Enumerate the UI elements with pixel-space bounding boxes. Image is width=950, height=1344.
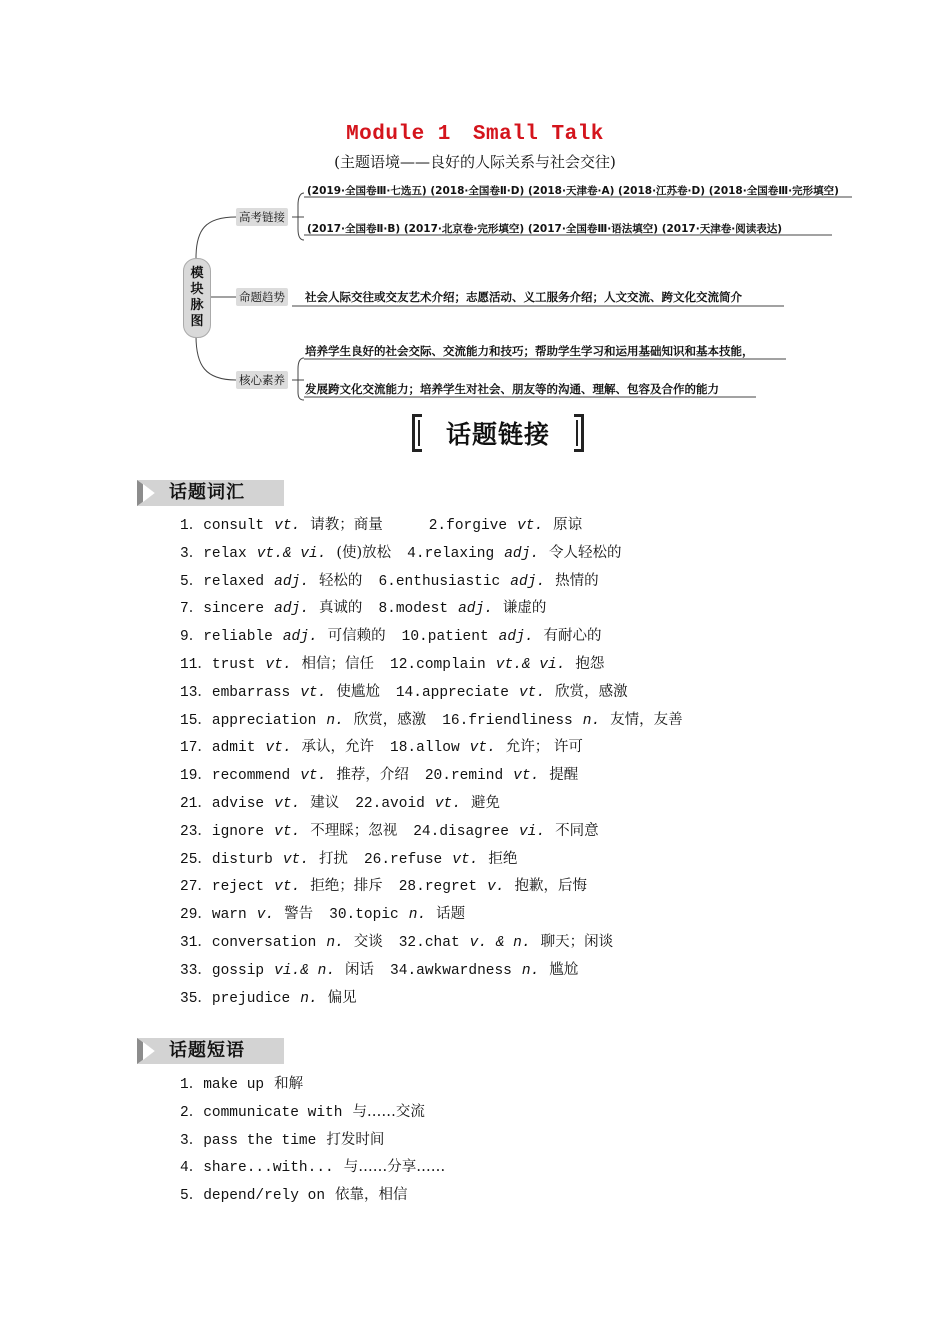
vocab-row (180, 873, 683, 901)
phrase-meaning: 和解 (274, 1076, 304, 1092)
vocab-word: forgive (446, 518, 508, 534)
vocab-pos: vt. (513, 768, 540, 785)
vocab-word: relax (203, 545, 247, 562)
vocab-meaning: 友情，友善 (610, 711, 683, 728)
vocab-word: disagree (439, 823, 509, 840)
vocab-meaning: 建议 (310, 794, 340, 811)
vocab-number: 33． (180, 962, 212, 979)
vocab-word: relaxing (424, 545, 495, 562)
phrase-number: 5． (180, 1188, 204, 1205)
vocab-meaning: 抱歉，后悔 (514, 878, 587, 895)
phrase-meaning: 与……分享…… (343, 1159, 446, 1176)
vocab-row (180, 651, 683, 679)
vocab-word: avoid (381, 795, 425, 812)
title-module: Module 1 (346, 123, 451, 146)
vocab-word: ignore (211, 823, 265, 840)
root-char: 块 (190, 282, 204, 297)
vocab-word: friendliness (468, 712, 573, 729)
vocab-number: 1． (180, 518, 204, 534)
vocab-number: 20. (424, 768, 451, 785)
vocab-word: appreciate (421, 684, 509, 701)
vocab-number: 4. (407, 545, 425, 562)
vocab-word: relaxed (203, 573, 265, 590)
vocab-pos: vt. (300, 684, 327, 701)
vocab-meaning: 令人轻松的 (549, 544, 622, 561)
vocab-number: 18. (390, 740, 417, 757)
vocab-meaning: 警告 (284, 906, 314, 923)
section-header-phrases (137, 1038, 284, 1064)
vocab-word: allow (416, 740, 460, 757)
vocab-pos: adj. (504, 545, 540, 562)
vocab-word: admit (211, 740, 256, 757)
vocab-meaning: 谦虚的 (502, 600, 547, 617)
vocab-number: 25． (180, 851, 212, 868)
mindmap-root (183, 258, 211, 338)
mindmap-node-core: 核心素养 (236, 371, 288, 389)
vocab-number: 17． (180, 740, 212, 757)
vocab-word: advise (211, 795, 265, 812)
vocab-meaning: 推荐，介绍 (336, 767, 409, 784)
vocab-word: regret (424, 879, 478, 896)
vocab-word: enthusiastic (395, 573, 501, 590)
vocab-meaning: 相信；信任 (301, 655, 375, 672)
phrase-row (180, 1154, 445, 1182)
vocab-meaning: 有耐心的 (543, 628, 602, 645)
vocab-pos: v. & n. (469, 934, 531, 951)
vocab-number: 21． (180, 795, 212, 812)
vocab-pos: vt. (434, 795, 461, 812)
page-subtitle: (主题语境——良好的人际关系与社会交往) (334, 153, 616, 171)
vocab-pos: adj. (458, 601, 493, 618)
vocab-meaning: 偏见 (327, 989, 357, 1006)
vocab-number: 6. (378, 573, 396, 590)
vocab-row (180, 957, 683, 985)
vocab-number: 16. (442, 712, 469, 729)
phrase-row (180, 1182, 445, 1210)
vocab-number: 34. (390, 962, 417, 979)
vocab-row (180, 762, 683, 790)
vocab-number: 13． (180, 684, 212, 701)
arrow-icon-inner (143, 1042, 155, 1060)
phrase-meaning: 与……交流 (352, 1103, 425, 1120)
phrase-row (180, 1127, 445, 1155)
vocab-number: 24. (413, 823, 440, 840)
phrase-list (180, 1071, 445, 1210)
phrase-meaning: 依靠，相信 (335, 1187, 408, 1204)
vocab-number: 23． (180, 823, 212, 840)
vocab-word: topic (355, 907, 399, 924)
vocab-number: 30. (329, 907, 356, 924)
core-line-1: 培养学生良好的社会交际、交流能力和技巧；帮助学生学习和运用基础知识和基本技能， (305, 344, 754, 358)
vocab-word: reliable (203, 629, 273, 646)
vocab-number: 11． (180, 656, 212, 673)
vocab-row (180, 929, 683, 957)
vocab-pos: vt. (452, 851, 479, 868)
vocab-pos: vt. (274, 518, 301, 534)
vocab-meaning: 避免 (470, 794, 500, 811)
vocab-word: gossip (211, 962, 265, 979)
vocab-meaning: 使尴尬 (336, 683, 380, 700)
vocab-number: 22. (355, 795, 382, 812)
section-header-vocab (137, 480, 284, 506)
section-title: 话题短语 (169, 1040, 245, 1061)
exam-link-line-1: (2019·全国卷Ⅲ·七选五) (2018·全国卷Ⅱ·D) (2018·天津卷·A) (2018·江苏卷·D) (2018·全国卷Ⅲ·完形填空) (307, 185, 839, 197)
vocab-pos: n. (521, 962, 540, 979)
vocab-word: chat (424, 934, 460, 951)
vocab-row (180, 568, 683, 596)
vocab-meaning: 轻松的 (318, 572, 363, 589)
phrase-english: share...with... (203, 1160, 334, 1177)
vocab-meaning: 欣赏，感激 (555, 683, 628, 700)
vocab-pos: v. (487, 879, 505, 896)
vocab-row (180, 707, 683, 735)
phrase-number: 1． (180, 1077, 204, 1093)
vocab-meaning: 热情的 (555, 572, 599, 589)
vocab-meaning: 真诚的 (318, 600, 363, 617)
vocab-number: 8. (378, 601, 396, 618)
vocab-pos: adj. (498, 629, 534, 646)
vocab-word: awkwardness (416, 962, 512, 979)
vocab-pos: adj. (274, 601, 309, 618)
arrow-icon-inner (143, 484, 155, 502)
vocab-number: 5． (180, 573, 204, 590)
vocab-meaning: 可信赖的 (327, 628, 386, 645)
vocab-meaning: 不理睬；忽视 (310, 822, 398, 839)
vocab-pos: adj. (282, 629, 318, 646)
vocab-row (180, 512, 683, 540)
vocab-number: 2. (428, 518, 447, 534)
vocab-word: refuse (390, 851, 443, 868)
vocab-pos: vt. (274, 823, 301, 840)
vocab-meaning: 聊天；闲谈 (540, 933, 614, 950)
vocab-word: disturb (211, 851, 273, 868)
vocab-number: 15． (180, 712, 212, 729)
vocab-row (180, 790, 683, 818)
phrase-meaning: 打发时间 (326, 1131, 385, 1148)
vocab-pos: vi.& n. (274, 962, 336, 979)
vocab-number: 10. (401, 629, 428, 646)
vocab-row (180, 623, 683, 651)
vocab-pos: vt. (274, 795, 301, 812)
title-topic: Small Talk (472, 123, 604, 146)
vocab-meaning: 不同意 (555, 822, 599, 839)
vocab-list (180, 512, 683, 1012)
phrase-english: pass the time (203, 1132, 317, 1149)
vocab-row (180, 734, 683, 762)
root-char: 模 (190, 266, 204, 281)
vocab-pos: adj. (274, 573, 309, 590)
vocab-pos: vt.& vi. (495, 656, 566, 673)
vocab-meaning: 请教；商量 (310, 517, 383, 533)
vocab-number: 9． (180, 629, 204, 646)
root-char: 图 (190, 314, 204, 329)
vocab-word: sincere (203, 601, 265, 618)
vocab-pos: vt. (300, 768, 327, 785)
vocab-meaning: 拒绝 (488, 850, 518, 867)
bracket-left (412, 414, 422, 452)
vocab-pos: vt.& vi. (256, 545, 327, 562)
vocab-meaning: 打扰 (318, 850, 348, 867)
vocab-pos: vt. (265, 656, 292, 673)
vocab-number: 27． (180, 879, 212, 896)
vocab-meaning: 欣赏，感激 (353, 711, 427, 728)
mindmap-node-exam-link: 高考链接 (236, 208, 288, 226)
topic-link-banner (412, 414, 584, 452)
phrase-english: communicate with (203, 1104, 343, 1121)
vocab-pos: vt. (518, 684, 546, 701)
vocab-number: 14. (395, 684, 422, 701)
root-char: 脉 (190, 298, 204, 313)
vocab-word: trust (211, 656, 256, 673)
vocab-number: 35． (180, 990, 212, 1007)
vocab-row (180, 901, 683, 929)
vocab-pos: v. (256, 907, 275, 924)
vocab-meaning: 拒绝；排斥 (310, 878, 383, 895)
banner-text: 话题链接 (445, 420, 550, 449)
core-line-2: 发展跨文化交流能力；培养学生对社会、朋友等的沟通、理解、包容及合作的能力 (305, 382, 719, 396)
vocab-word: patient (427, 629, 489, 646)
phrase-number: 3． (180, 1132, 204, 1149)
vocab-word: remind (450, 768, 504, 785)
vocab-row (180, 846, 683, 874)
exam-link-line-2: (2017·全国卷Ⅱ·B) (2017·北京卷·完形填空) (2017·全国卷Ⅲ·语法填空) (2017·天津卷·阅读表达) (307, 223, 783, 235)
phrase-english: depend/rely on (203, 1188, 326, 1205)
vocab-number: 32. (398, 934, 425, 951)
vocab-word: modest (395, 601, 449, 618)
vocab-pos: n. (408, 907, 427, 924)
vocab-meaning: 交谈 (353, 933, 383, 950)
vocab-word: reject (211, 879, 265, 896)
vocab-pos: vi. (518, 823, 546, 840)
vocab-meaning: 话题 (436, 906, 466, 923)
vocab-pos: adj. (510, 573, 546, 590)
vocab-meaning: (使)放松 (336, 544, 392, 561)
vocab-word: embarrass (211, 684, 291, 701)
bracket-right (574, 414, 584, 452)
vocab-number: 19． (180, 768, 212, 785)
vocab-word: recommend (211, 768, 291, 785)
vocab-word: consult (203, 518, 265, 534)
mindmap-node-trend: 命题趋势 (236, 288, 288, 306)
vocab-word: warn (211, 907, 247, 924)
vocab-meaning: 抱怨 (575, 655, 605, 672)
vocab-number: 7． (180, 601, 204, 618)
vocab-meaning: 承认，允许 (301, 739, 375, 756)
vocab-pos: n. (326, 934, 344, 951)
vocab-number: 28. (398, 879, 425, 896)
vocab-pos: vt. (265, 740, 292, 757)
phrase-number: 2． (180, 1104, 204, 1121)
vocab-row (180, 540, 683, 568)
vocab-number: 29． (180, 907, 212, 924)
vocab-pos: vt. (274, 879, 301, 896)
vocab-word: prejudice (211, 990, 291, 1007)
vocab-meaning: 允许； 许可 (505, 739, 583, 756)
vocab-pos: vt. (282, 851, 309, 868)
vocab-row (180, 679, 683, 707)
vocab-meaning: 闲话 (345, 961, 375, 978)
phrase-english: make up (203, 1077, 265, 1093)
vocab-number: 3． (180, 545, 204, 562)
vocab-meaning: 原谅 (553, 517, 583, 533)
vocab-meaning: 提醒 (549, 767, 579, 784)
vocab-pos: vt. (469, 740, 496, 757)
vocab-pos: vt. (517, 518, 544, 534)
phrase-number: 4． (180, 1160, 204, 1177)
section-title: 话题词汇 (169, 482, 245, 503)
vocab-word: conversation (211, 934, 317, 951)
vocab-word: complain (416, 656, 486, 673)
vocab-pos: n. (300, 990, 318, 1007)
vocab-row (180, 985, 683, 1013)
vocab-row (180, 595, 683, 623)
vocab-word: appreciation (211, 712, 317, 729)
vocab-number: 26. (363, 851, 391, 868)
vocab-number: 12. (390, 656, 417, 673)
phrase-row (180, 1071, 445, 1099)
vocab-pos: n. (582, 712, 601, 729)
vocab-pos: n. (326, 712, 344, 729)
vocab-meaning: 尴尬 (549, 961, 579, 978)
phrase-row (180, 1099, 445, 1127)
vocab-number: 31． (180, 934, 212, 951)
vocab-row (180, 818, 683, 846)
trend-line-1: 社会人际交往或交友艺术介绍；志愿活动、义工服务介绍；人文交流、跨文化交流简介 (305, 290, 742, 304)
